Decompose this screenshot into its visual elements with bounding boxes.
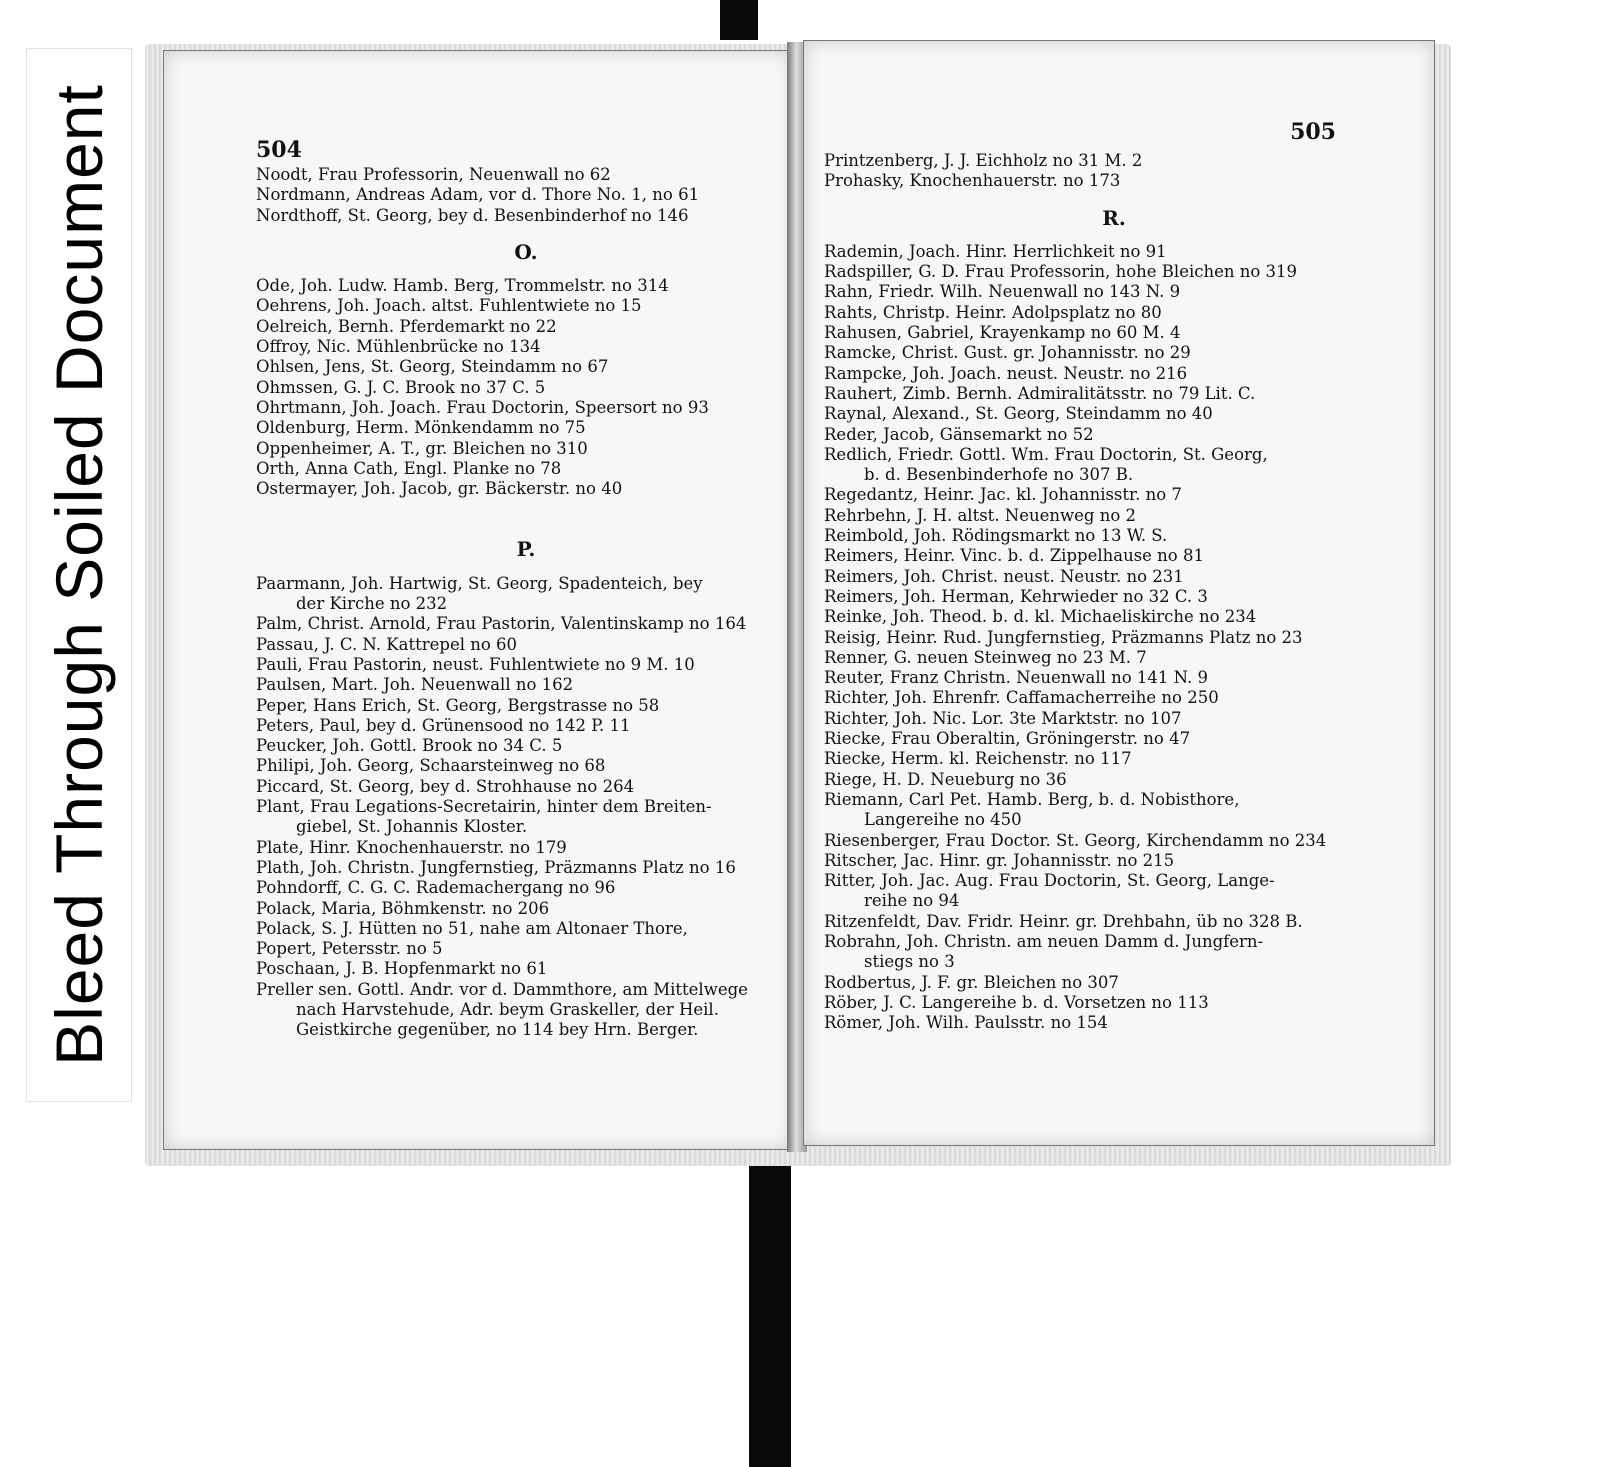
left-page-entries <box>256 165 796 1041</box>
entry-text: Richter, Joh. Ehrenfr. Caffamacherreihe no 250 <box>824 688 1219 708</box>
entry-text: Plate, Hinr. Knochenhauerstr. no 179 <box>256 837 567 857</box>
entry-text: Rahusen, Gabriel, Krayenkamp no 60 M. 4 <box>824 323 1181 343</box>
entry-text: Ritter, Joh. Jac. Aug. Frau Doctorin, St. Georg, Lange- <box>824 871 1275 891</box>
directory-entry <box>824 628 1404 648</box>
entry-text: Palm, Christ. Arnold, Frau Pastorin, Valentinskamp no 164 <box>256 614 747 634</box>
directory-entry <box>824 912 1404 932</box>
directory-entry <box>256 919 796 939</box>
directory-entry: Ostermayer, Joh. Jacob, gr. Bäckerstr. no 40 <box>256 479 623 499</box>
directory-entry <box>824 587 1404 607</box>
entry-text: Ramcke, Christ. Gust. gr. Johannisstr. no 29 <box>824 343 1191 363</box>
directory-entry <box>256 574 796 615</box>
entry-text: Regedantz, Heinr. Jac. kl. Johannisstr. no 7 <box>824 485 1182 505</box>
directory-entry <box>256 614 796 634</box>
entry-text: Pohndorff, C. G. C. Rademachergang no 96 <box>256 878 616 898</box>
entry-text: Plant, Frau Legations-Secretairin, hinter dem Breiten- <box>256 797 712 817</box>
directory-entry <box>824 770 1404 790</box>
entry-text: Rodbertus, J. F. gr. Bleichen no 307 <box>824 972 1119 992</box>
entry-text: Paarmann, Joh. Hartwig, St. Georg, Spadenteich, bey <box>256 573 703 593</box>
entry-text: Riecke, Frau Oberaltin, Gröningerstr. no 47 <box>824 729 1191 749</box>
directory-entry <box>824 364 1404 384</box>
directory-entry: Ohmssen, G. J. C. Brook no 37 C. 5 <box>256 377 546 397</box>
directory-entry <box>824 729 1404 749</box>
directory-entry <box>256 959 796 979</box>
directory-entry: Prohasky, Knochenhauerstr. no 173 <box>824 171 1121 191</box>
directory-entry <box>256 858 796 878</box>
directory-entry <box>824 425 1404 445</box>
entry-text: Poschaan, J. B. Hopfenmarkt no 61 <box>256 959 548 979</box>
directory-entry <box>256 939 796 959</box>
entry-continuation: der Kirche no 232 <box>296 594 448 614</box>
directory-entry <box>824 343 1404 363</box>
entry-text: Peters, Paul, bey d. Grünensood no 142 P. 11 <box>256 715 631 735</box>
directory-entry <box>824 851 1404 871</box>
entry-text: Riege, H. D. Neueburg no 36 <box>824 769 1067 789</box>
directory-entry <box>824 323 1404 343</box>
directory-entry <box>824 485 1404 505</box>
entry-continuation: Geistkirche gegenüber, no 114 bey Hrn. Berger. <box>296 1020 699 1040</box>
directory-entry <box>824 709 1404 729</box>
directory-entry <box>256 899 796 919</box>
directory-entry <box>824 526 1404 546</box>
directory-entry <box>256 716 796 736</box>
right-page-entries <box>824 151 1404 1033</box>
directory-entry <box>824 567 1404 587</box>
directory-entry: Nordmann, Andreas Adam, vor d. Thore No. 1, no 61 <box>256 185 700 205</box>
entry-text: Reimers, Heinr. Vinc. b. d. Zippelhause no 81 <box>824 546 1204 566</box>
directory-entry: Oppenheimer, A. T., gr. Bleichen no 310 <box>256 438 588 458</box>
directory-entry <box>824 973 1404 993</box>
entry-text: Renner, G. neuen Steinweg no 23 M. 7 <box>824 647 1147 667</box>
entry-text: Radspiller, G. D. Frau Professorin, hohe Bleichen no 319 <box>824 262 1298 282</box>
entry-text: Pauli, Frau Pastorin, neust. Fuhlentwiete no 9 M. 10 <box>256 654 695 674</box>
entry-text: Röber, J. C. Langereihe b. d. Vorsetzen no 113 <box>824 992 1209 1012</box>
section-heading-p: P. <box>516 537 536 562</box>
open-book <box>135 36 1451 1166</box>
directory-entry: Oehrens, Joh. Joach. altst. Fuhlentwiete no 15 <box>256 296 642 316</box>
directory-entry <box>256 1020 796 1040</box>
entry-continuation: nach Harvstehude, Adr. beym Graskeller, der Heil. <box>296 999 719 1019</box>
directory-entry <box>824 384 1404 404</box>
directory-entry <box>824 871 1404 912</box>
directory-entry: Printzenberg, J. J. Eichholz no 31 M. 2 <box>824 151 1143 170</box>
side-label-text: Bleed Through Soiled Document <box>42 84 116 1066</box>
directory-entry <box>256 756 796 776</box>
left-page <box>163 50 793 1150</box>
directory-entry: Ode, Joh. Ludw. Hamb. Berg, Trommelstr. no 314 <box>256 276 669 296</box>
directory-entry <box>824 445 1404 486</box>
directory-entry <box>256 838 796 858</box>
directory-entry <box>256 878 796 898</box>
entry-text: Philipi, Joh. Georg, Schaarsteinweg no 68 <box>256 756 606 776</box>
directory-entry <box>256 655 796 675</box>
entry-text: Plath, Joh. Christn. Jungfernstieg, Präzmanns Platz no 16 <box>256 857 736 877</box>
directory-entry <box>824 1013 1404 1033</box>
directory-entry <box>256 797 796 838</box>
entry-text: Peper, Hans Erich, St. Georg, Bergstrasse no 58 <box>256 695 660 715</box>
entry-text: Reisig, Heinr. Rud. Jungfernstieg, Präzmanns Platz no 23 <box>824 627 1303 647</box>
entry-text: Ritscher, Jac. Hinr. gr. Johannisstr. no 215 <box>824 850 1175 870</box>
entry-text: Rampcke, Joh. Joach. neust. Neustr. no 216 <box>824 363 1188 383</box>
entry-text: Polack, S. J. Hütten no 51, nahe am Altonaer Thore, <box>256 918 688 938</box>
right-page <box>803 40 1435 1146</box>
directory-entry: Ohlsen, Jens, St. Georg, Steindamm no 67 <box>256 357 609 377</box>
entry-text: Peucker, Joh. Gottl. Brook no 34 C. 5 <box>256 736 563 756</box>
directory-entry <box>824 607 1404 627</box>
entry-text: Raynal, Alexand., St. Georg, Steindamm no 40 <box>824 404 1213 424</box>
entry-text: Reimbold, Joh. Rödingsmarkt no 13 W. S. <box>824 526 1168 546</box>
entry-text: Richter, Joh. Nic. Lor. 3te Marktstr. no 107 <box>824 708 1182 728</box>
directory-entry <box>824 242 1404 262</box>
entry-text: Piccard, St. Georg, bey d. Strohhause no 264 <box>256 776 635 796</box>
section-heading-o: O. <box>514 239 538 264</box>
entry-text: Rahts, Christp. Heinr. Adolpsplatz no 80 <box>824 302 1162 322</box>
entry-text: Robrahn, Joh. Christn. am neuen Damm d. Jungfern- <box>824 931 1264 951</box>
entry-text: Rademin, Joach. Hinr. Herrlichkeit no 91 <box>824 241 1167 261</box>
directory-entry: Oelreich, Bernh. Pferdemarkt no 22 <box>256 316 557 336</box>
entry-text: Paulsen, Mart. Joh. Neuenwall no 162 <box>256 675 574 695</box>
directory-entry <box>256 696 796 716</box>
page-number-left: 504 <box>256 137 302 163</box>
directory-entry: Orth, Anna Cath, Engl. Planke no 78 <box>256 458 562 478</box>
entry-text: Riemann, Carl Pet. Hamb. Berg, b. d. Nobisthore, <box>824 789 1240 809</box>
directory-entry <box>256 980 796 1021</box>
directory-entry: Oldenburg, Herm. Mönkendamm no 75 <box>256 418 586 438</box>
section-heading-r: R. <box>1102 205 1126 230</box>
directory-entry <box>256 736 796 756</box>
entry-text: Römer, Joh. Wilh. Paulsstr. no 154 <box>824 1013 1108 1033</box>
binding-strip-bottom <box>749 1160 791 1467</box>
directory-entry <box>256 777 796 797</box>
directory-entry <box>824 546 1404 566</box>
side-label <box>26 48 132 1102</box>
directory-entry <box>824 993 1404 1013</box>
entry-continuation: reihe no 94 <box>864 891 960 911</box>
entry-continuation: Langereihe no 450 <box>864 810 1022 830</box>
directory-entry: Offroy, Nic. Mühlenbrücke no 134 <box>256 337 541 357</box>
entry-text: Preller sen. Gottl. Andr. vor d. Dammthore, am Mittelwege <box>256 979 748 999</box>
entry-text: Reder, Jacob, Gänsemarkt no 52 <box>824 424 1094 444</box>
directory-entry <box>824 668 1404 688</box>
directory-entry <box>824 688 1404 708</box>
entry-text: Reimers, Joh. Herman, Kehrwieder no 32 C. 3 <box>824 586 1208 606</box>
entry-text: Ritzenfeldt, Dav. Fridr. Heinr. gr. Drehbahn, üb no 328 B. <box>824 911 1303 931</box>
directory-entry: Ohrtmann, Joh. Joach. Frau Doctorin, Speersort no 93 <box>256 397 709 417</box>
entry-continuation: giebel, St. Johannis Kloster. <box>296 817 528 837</box>
directory-entry <box>824 831 1404 851</box>
entry-continuation: b. d. Besenbinderhofe no 307 B. <box>864 465 1134 485</box>
directory-entry <box>824 749 1404 769</box>
entry-text: Rauhert, Zimb. Bernh. Admiralitätsstr. no 79 Lit. C. <box>824 383 1256 403</box>
directory-entry <box>256 635 796 655</box>
directory-entry <box>824 262 1404 282</box>
directory-entry: Noodt, Frau Professorin, Neuenwall no 62 <box>256 165 611 184</box>
entry-text: Polack, Maria, Böhmkenstr. no 206 <box>256 898 550 918</box>
binding-strip-top <box>720 0 758 40</box>
directory-entry <box>824 303 1404 323</box>
entry-text: Redlich, Friedr. Gottl. Wm. Frau Doctorin, St. Georg, <box>824 444 1268 464</box>
entry-text: Riecke, Herm. kl. Reichenstr. no 117 <box>824 749 1132 769</box>
directory-entry <box>256 675 796 695</box>
entry-text: Rahn, Friedr. Wilh. Neuenwall no 143 N. 9 <box>824 282 1181 302</box>
directory-entry <box>824 648 1404 668</box>
directory-entry <box>824 506 1404 526</box>
page-number-right: 505 <box>1290 119 1336 145</box>
entry-text: Passau, J. C. N. Kattrepel no 60 <box>256 634 518 654</box>
directory-entry <box>824 282 1404 302</box>
directory-entry: Nordthoff, St. Georg, bey d. Besenbinderhof no 146 <box>256 205 689 225</box>
entry-text: Rehrbehn, J. H. altst. Neuenweg no 2 <box>824 505 1137 525</box>
directory-entry <box>824 404 1404 424</box>
entry-text: Riesenberger, Frau Doctor. St. Georg, Kirchendamm no 234 <box>824 830 1327 850</box>
entry-text: Popert, Petersstr. no 5 <box>256 939 443 959</box>
entry-text: Reinke, Joh. Theod. b. d. kl. Michaeliskirche no 234 <box>824 607 1257 627</box>
directory-entry <box>824 790 1404 831</box>
entry-continuation: stiegs no 3 <box>864 952 955 972</box>
directory-entry <box>824 932 1404 973</box>
entry-text: Reimers, Joh. Christ. neust. Neustr. no 231 <box>824 566 1184 586</box>
entry-text: Reuter, Franz Christn. Neuenwall no 141 N. 9 <box>824 668 1209 688</box>
